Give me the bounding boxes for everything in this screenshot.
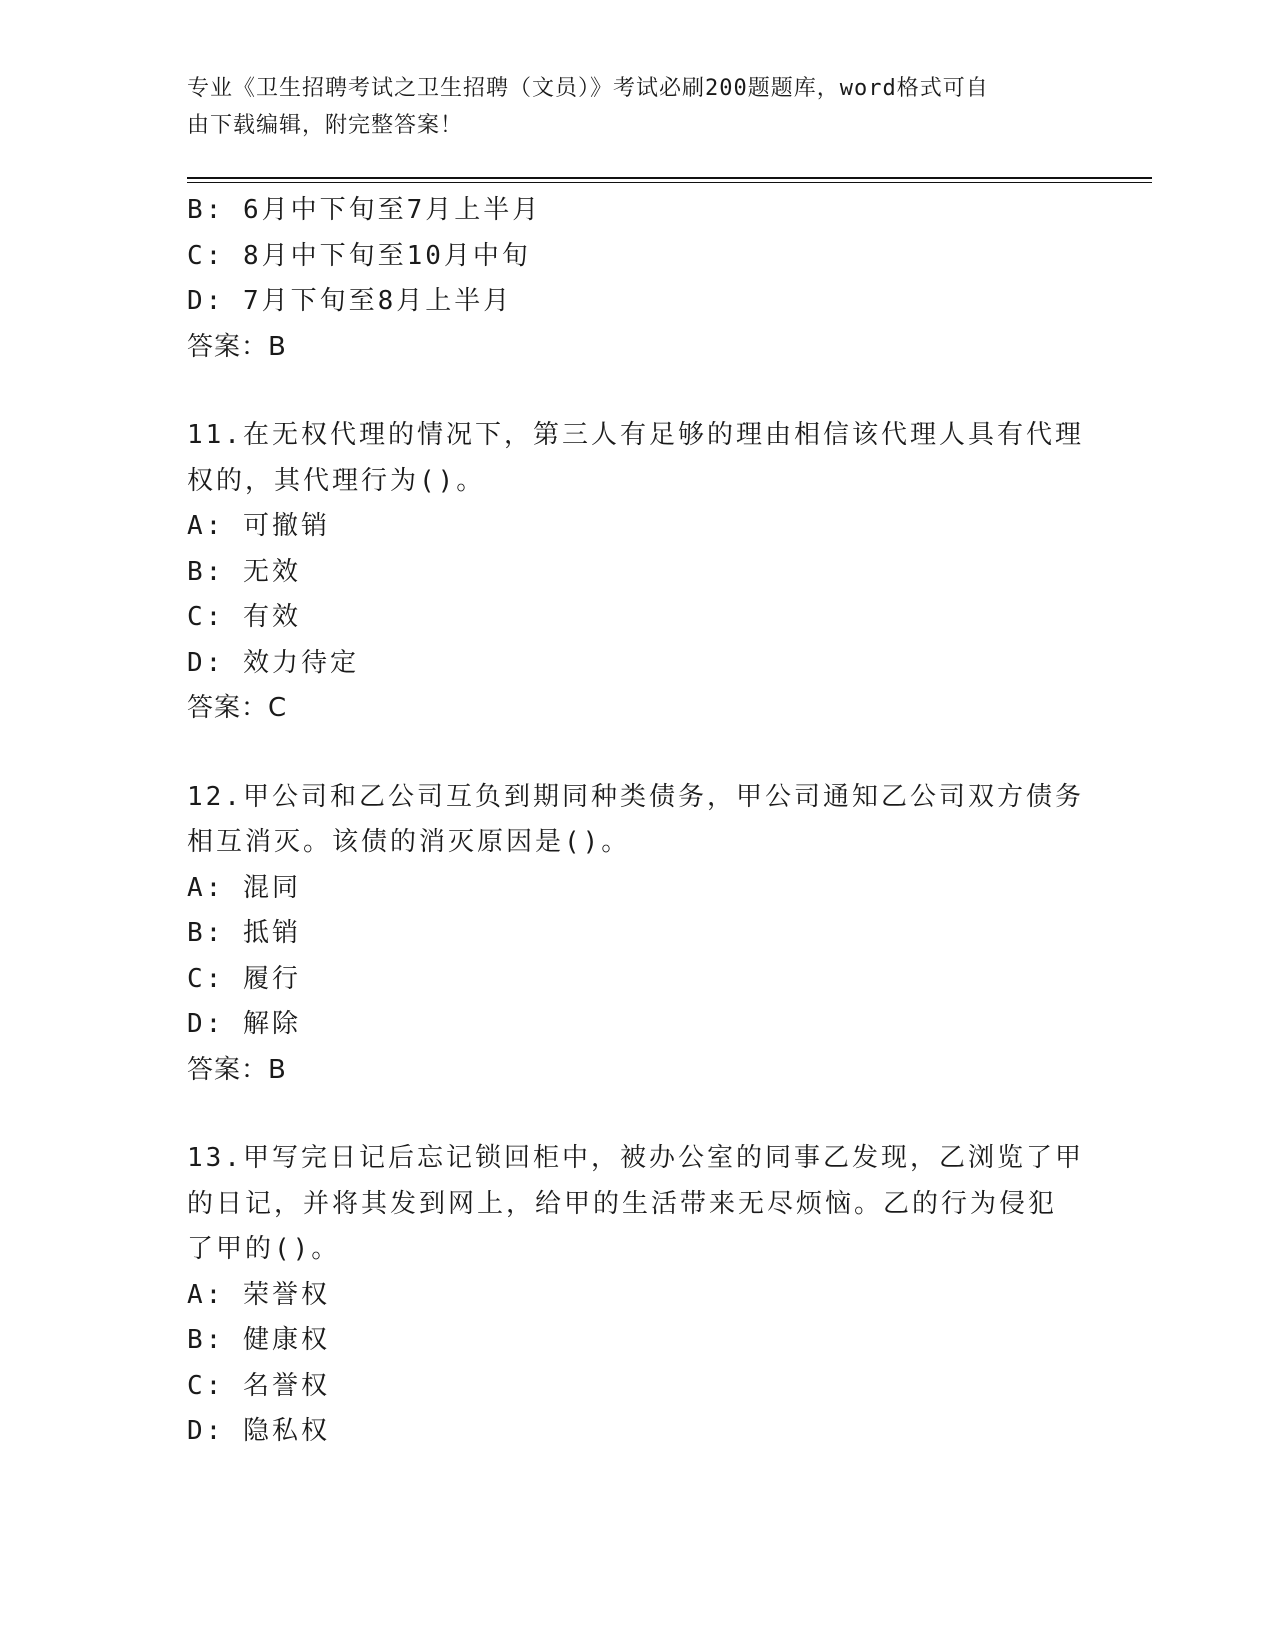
option-c: C: 8月中下旬至10月中旬 bbox=[187, 240, 531, 271]
question-13 bbox=[187, 1136, 1087, 1455]
header-line-1: 专业《卫生招聘考试之卫生招聘（文员）》考试必刷200题题库，word格式可自 bbox=[187, 76, 989, 101]
question-12 bbox=[187, 775, 1087, 1094]
question-10 bbox=[187, 188, 1087, 370]
question-stem: 相互消灭。该债的消灭原因是()。 bbox=[187, 827, 631, 857]
question-stem: 12.甲公司和乙公司互负到期同种类债务，甲公司通知乙公司双方债务 bbox=[187, 781, 1084, 812]
option-d: D: 解除 bbox=[187, 1009, 301, 1039]
document-header bbox=[187, 70, 1067, 144]
option-b: B: 健康权 bbox=[187, 1325, 330, 1355]
option-c: C: 名誉权 bbox=[187, 1370, 330, 1401]
question-stem: 权的，其代理行为()。 bbox=[187, 465, 486, 496]
answer: 答案：C bbox=[187, 693, 288, 723]
option-a: A: 可撤销 bbox=[187, 511, 330, 541]
option-d: D: 效力待定 bbox=[187, 647, 359, 678]
option-b: B: 6月中下旬至7月上半月 bbox=[187, 195, 542, 225]
header-divider-thick bbox=[187, 177, 1152, 179]
answer: 答案：B bbox=[187, 1054, 287, 1085]
option-d: D: 隐私权 bbox=[187, 1416, 330, 1446]
question-stem: 11.在无权代理的情况下，第三人有足够的理由相信该代理人具有代理 bbox=[187, 420, 1084, 450]
option-c: C: 有效 bbox=[187, 602, 301, 632]
header-line-2: 由下载编辑，附完整答案！ bbox=[187, 113, 464, 138]
question-stem: 了甲的()。 bbox=[187, 1234, 341, 1264]
option-a: A: 混同 bbox=[187, 872, 301, 903]
question-stem: 13.甲写完日记后忘记锁回柜中，被办公室的同事乙发现，乙浏览了甲 bbox=[187, 1143, 1084, 1173]
question-11 bbox=[187, 413, 1087, 732]
question-stem: 的日记，并将其发到网上，给甲的生活带来无尽烦恼。乙的行为侵犯 bbox=[187, 1188, 1058, 1219]
header-divider-thin bbox=[187, 182, 1152, 183]
answer: 答案：B bbox=[187, 331, 287, 362]
option-d: D: 7月下旬至8月上半月 bbox=[187, 286, 513, 316]
option-b: B: 抵销 bbox=[187, 918, 301, 948]
option-a: A: 荣誉权 bbox=[187, 1279, 330, 1310]
question-list bbox=[187, 188, 1087, 1455]
option-c: C: 履行 bbox=[187, 963, 301, 994]
option-b: B: 无效 bbox=[187, 556, 301, 587]
